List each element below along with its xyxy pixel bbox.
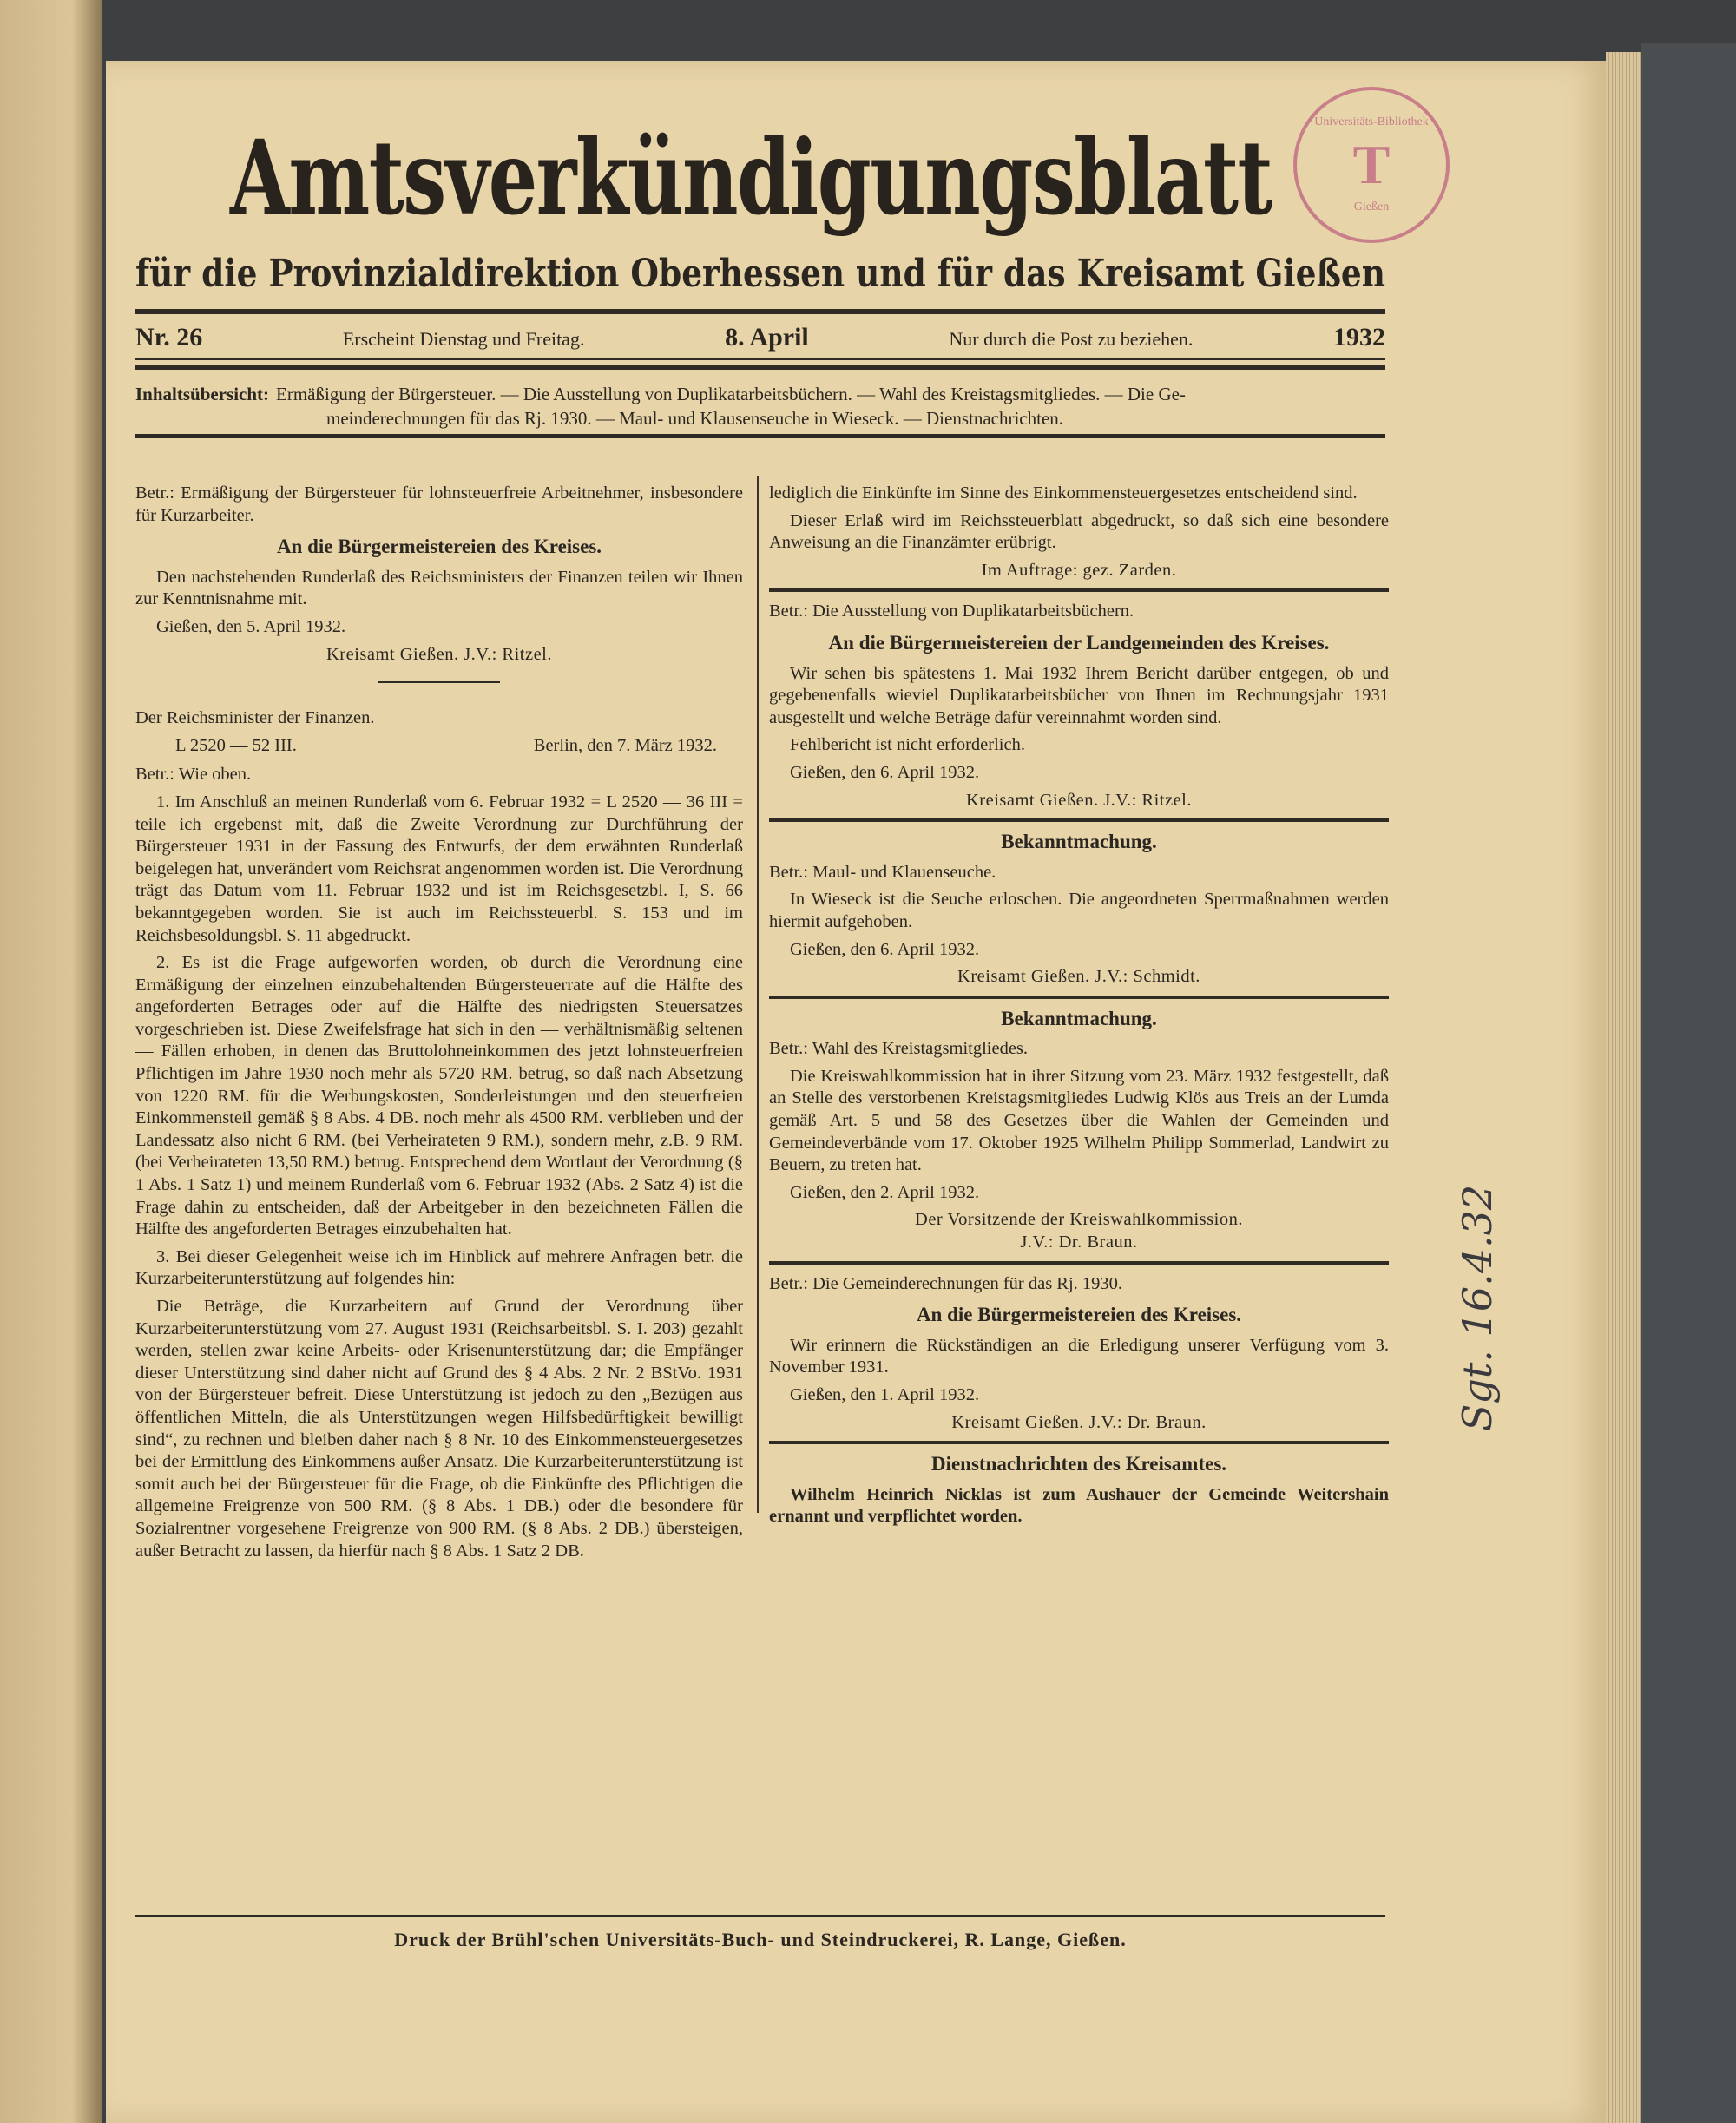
table-of-contents [135,382,1385,431]
subject-line: Betr.: Wahl des Kreistagsmitgliedes. [769,1039,1029,1059]
paragraph: Wir erinnern die Rückständigen an die Erledigung unserer Verfügung vom 3. November 1931. [769,1335,1389,1377]
divider [378,681,500,683]
toc-label: Inhaltsübersicht: [135,384,270,404]
signature: Kreisamt Gießen. J.V.: Ritzel. [965,790,1192,810]
column-separator [757,476,759,1513]
section-heading: Bekanntmachung. [1001,831,1157,853]
handwritten-note: Sgt. 16.4.32 [1454,1184,1502,1432]
stamp-letter: T [1352,134,1391,195]
toc-line: Ermäßigung der Bürgersteuer. — Die Ausstellung von Duplikatarbeitsbüchern. — Wahl des Kreistagsmitgliedes. — Die Ge- [276,384,1186,404]
masthead-subtitle: für die Provinzialdirektion Oberhessen und für das Kreisamt Gießen [135,252,1385,296]
paragraph: Den nachstehenden Runderlaß des Reichsministers der Finanzen teilen wir Ihnen zur Kenntnisnahme mit. [135,567,743,609]
page-edges [1606,52,1641,2123]
signature: Der Vorsitzende der Kreiswahlkommission. [915,1210,1243,1230]
paragraph: Dieser Erlaß wird im Reichssteuerblatt abgedruckt, so daß sich eine besondere Anweisung an die Finanzämter erübrigt. [769,510,1389,553]
paragraph: Die Beträge, die Kurzarbeitern auf Grund der Verordnung über Kurzarbeiterunterstützung vom 27. August 1931 (Reichsarbeitsbl. S. I. 203) gezahlt werden, stellen zwar keine Arbeits- oder Krisenunterstützung dar; die Empfänger dieser Unterstützung sind daher nicht auf Grund des § 4 Abs. 2 Nr. 2 BStVo. 1931 von der Bürgersteuer befreit. Diese Unterstützung ist jedoch zu den „Bezügen aus öffentlichen Mitteln, die als Unterstützungen wegen Hilfsbedürftigkeit bewilligt sind“, zu rechnen und bleiben daher nach § 8 Nr. 10 des Einkommensteuergesetzes bei der Ermittlung des Einkommens außer Ansatz. Die Kurzarbeiterunterstützung ist somit auch bei der Bürgersteuer für die Frage, ob die Einkünfte des Pflichtigen die allgemeine Freigrenze von 500 RM. (§ 8 Abs. 1 DB.) oder die besondere für Sozialrentner vorgesehene Freigrenze von 900 RM. (§ 8 Abs. 2 DB.) übersteigen, außer Betracht zu lassen, da hierfür nach § 8 Abs. 1 Satz 2 DB. [135,1297,743,1561]
date-line: Gießen, den 1. April 1932. [790,1385,980,1404]
subject-line: Betr.: Wie oben. [135,765,252,785]
paragraph: Wir sehen bis spätestens 1. Mai 1932 Ihrem Bericht darüber entgegen, ob und gegebenenfalls wieviel Duplikatarbeitsbücher von Ihnen im Rechnungsjahr 1931 ausgestellt und welche Beträge dafür vereinnahmt worden sind. [769,663,1389,727]
paragraph: 1. Im Anschluß an meinen Runderlaß vom 6. Februar 1932 = L 2520 — 36 III = teile ich ergebenst mit, daß die Zweite Verordnung zur Durchführung der Bürgersteuer 1931 in der Fassung des Entwurfs, der dem erwähnten Runderlaß beigelegen hat, unverändert vom Reichsrat angenommen worden ist. Die Verordnung trägt das Datum vom 11. Februar 1932 und ist im Reichsgesetzbl. I, S. 66 bekanntgegeben worden. Sie ist auch im Reichssteuerbl. S. 153 und im Reichsbesoldungsbl. S. 11 abgedruckt. [135,792,743,945]
reference: L 2520 — 52 III. [175,735,297,755]
rule [135,365,1385,370]
rule [135,434,1385,438]
section-heading: An die Bürgermeistereien des Kreises. [916,1304,1242,1326]
rule [135,309,1385,314]
signature: Kreisamt Gießen. J.V.: Dr. Braun. [951,1412,1207,1432]
subject-line: Betr.: Die Gemeinderechnungen für das Rj. 1930. [769,1273,1123,1293]
divider [769,1261,1389,1265]
section-heading: Bekanntmachung. [1001,1007,1157,1029]
paragraph: lediglich die Einkünfte im Sinne des Einkommensteuergesetzes entscheidend sind. [769,483,1358,503]
reference-row [135,735,743,758]
stamp-ring-bottom: Gießen [1353,200,1390,214]
signature: Kreisamt Gießen. J.V.: Schmidt. [957,967,1200,987]
paragraph: 2. Es ist die Frage aufgeworfen worden, ob durch die Verordnung eine Ermäßigung der einzelnen einzubehaltenden Bürgersteuerrate auf die Hälfte des angeforderten Betrages oder auf die Hälfte des niedrigsten Steuersatzes vorgeschrieben ist. Diese Zweifelsfrage hat sich in den — verhältnismäßig seltenen — Fällen erhoben, in denen das Bruttolohneinkommen des jetzt lohnsteuerfreien Pflichtigen im Jahre 1930 noch mehr als 5720 RM. betrug, so daß nach Absetzung von 1220 RM. für die Werbungskosten, Sonderleistungen und den steuerfreien Einkommensteil gemäß § 8 Abs. 4 DB. noch mehr als 4500 RM. verblieben und der Landessatz also nicht 6 RM. (bei Verheirateten 9 RM.), sondern mehr, z.B. 9 RM. (bei Verheirateten 13,50 RM.) betrug. Entsprechend dem Wortlaut der Verordnung (§ 1 Abs. 1 Satz 1) und meinem Runderlaß vom 6. Februar 1932 (Abs. 2 Satz 4) ist die Frage dahin zu entscheiden, daß der Arbeitgeber in den bezeichneten Fällen die Hälfte des angeforderten Betrages einzubehalten hat. [135,953,743,1239]
section-heading: An die Bürgermeistereien des Kreises. [276,536,602,558]
toc-line: meinderechnungen für das Rj. 1930. — Maul- und Klausenseuche in Wieseck. — Dienstnachrichten. [326,408,1064,429]
date-line: Gießen, den 2. April 1932. [790,1182,980,1202]
rule [135,1915,1385,1917]
left-column [135,483,743,1568]
divider [769,1441,1389,1444]
divider [769,588,1389,592]
section-heading: An die Bürgermeistereien der Landgemeinden des Kreises. [828,631,1330,654]
issue-date: 8. April [725,323,809,352]
schedule: Erscheint Dienstag und Freitag. [342,328,585,350]
issue-info-bar [135,323,1385,358]
subject-line: Betr.: Die Ausstellung von Duplikatarbeitsbüchern. [769,601,1134,621]
masthead-subtitle-box [135,252,1385,297]
place-date: Berlin, den 7. März 1932. [533,735,717,755]
delivery-note: Nur durch die Post zu beziehen. [949,328,1194,350]
date-line: Gießen, den 6. April 1932. [790,939,980,959]
issue-number: Nr. 26 [135,323,203,352]
paragraph: In Wieseck ist die Seuche erloschen. Die angeordneten Sperrmaßnahmen werden hiermit aufgehoben. [769,890,1389,931]
masthead-title-box [230,117,1272,238]
right-column [769,483,1389,1534]
left-page-edge [0,0,102,2123]
signature: J.V.: Dr. Braun. [1020,1232,1138,1252]
rule [135,358,1385,360]
date-line: Gießen, den 5. April 1932. [156,616,346,636]
paragraph: Fehlbericht ist nicht erforderlich. [790,735,1025,755]
divider [769,996,1389,999]
subject-line: Betr.: Ermäßigung der Bürgersteuer für lohnsteuerfreie Arbeitnehmer, insbesondere für Kurzarbeiter. [135,483,743,525]
stamp-ring-top: Universitäts-Bibliothek [1314,115,1429,128]
book-cover [1641,43,1736,2123]
section-heading: Dienstnachrichten des Kreisamtes. [930,1453,1227,1476]
signature: Kreisamt Gießen. J.V.: Ritzel. [326,644,552,664]
masthead-title: Amtsverkündigungsblatt [230,117,1272,238]
paragraph: 3. Bei dieser Gelegenheit weise ich im Hinblick auf mehrere Anfragen betr. die Kurzarbeiterunterstützung auf folgendes hin: [135,1246,743,1289]
printer-footer: Druck der Brühl'schen Universitäts-Buch- und Steindruckerei, R. Lange, Gießen. [394,1929,1127,1950]
divider [769,818,1389,822]
subject-line: Betr.: Maul- und Klauenseuche. [769,862,996,882]
paragraph: Wilhelm Heinrich Nicklas ist zum Aushauer der Gemeinde Weitershain ernannt und verpflichtet worden. [769,1484,1389,1527]
library-stamp [1293,87,1450,243]
date-line: Gießen, den 6. April 1932. [790,762,980,782]
minister-line: Der Reichsminister der Finanzen. [135,708,375,728]
issue-year: 1932 [1333,323,1385,352]
signature: Im Auftrage: gez. Zarden. [981,560,1177,580]
paragraph: Die Kreiswahlkommission hat in ihrer Sitzung vom 23. März 1932 festgestellt, daß an Stelle des verstorbenen Kreistagsmitgliedes Ludwig Klös aus Treis an der Lumda gemäß Art. 5 und 58 des Gesetzes über die Wahlen der Gemeinden und Gemeindeverbände vom 17. Oktober 1925 Wilhelm Philipp Sommerlad, Landwirt zu Beuern, zu treten hat. [769,1066,1389,1175]
